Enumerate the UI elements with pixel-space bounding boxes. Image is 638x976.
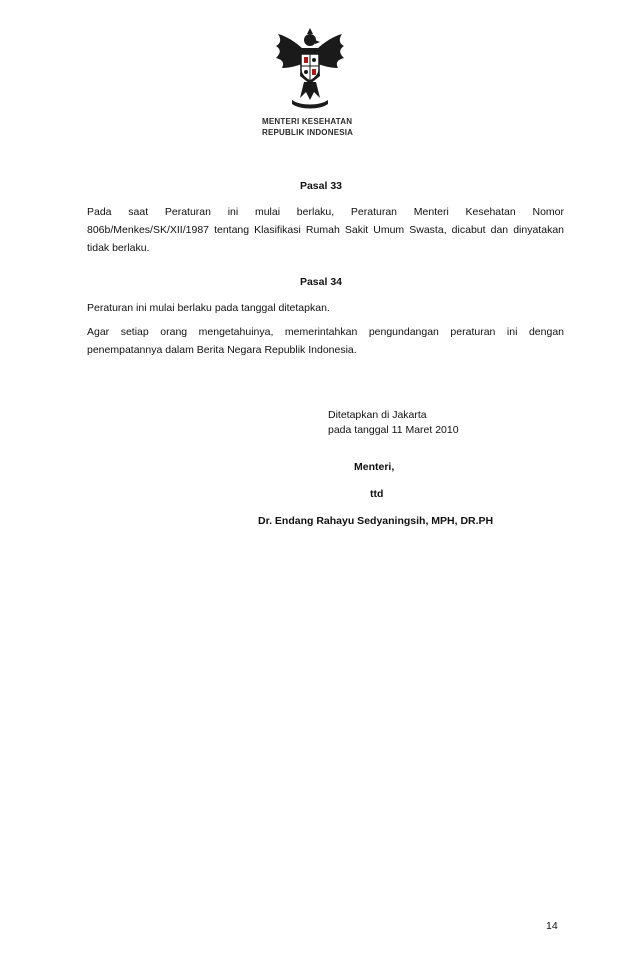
letterhead-title [262,116,382,138]
pasal-33-text: Pada saat Peraturan ini mulai berlaku, Peraturan Menteri Kesehatan Nomor 806b/Menkes/SK/XII/1987 tentang Klasifikasi Rumah Sakit Umum Swasta, dicabut dan dinyatakan tidak berlaku. [87,206,564,254]
signature-place: Ditetapkan di Jakarta [328,409,427,421]
signature-name: Dr. Endang Rahayu Sedyaningsih, MPH, DR.PH [258,515,494,527]
pasal-34-text-2: Agar setiap orang mengetahuinya, memerintahkan pengundangan peraturan ini dengan penempatannya dalam Berita Negara Republik Indonesia. [87,326,564,356]
pasal-33-heading: Pasal 33 [299,180,343,192]
pasal-34-text-1: Peraturan ini mulai berlaku pada tanggal ditetapkan. [87,302,330,314]
signature-ttd: ttd [370,488,384,500]
page-number: 14 [546,920,558,932]
pasal-34-heading: Pasal 34 [299,276,343,288]
letterhead-line-1: MENTERI KESEHATAN [262,117,353,126]
signature-title: Menteri, [354,461,395,473]
garuda-emblem-icon [260,28,360,112]
letterhead-line-2: REPUBLIK INDONESIA [262,128,354,137]
signature-date: pada tanggal 11 Maret 2010 [328,424,459,436]
signature-place-date [328,408,459,438]
